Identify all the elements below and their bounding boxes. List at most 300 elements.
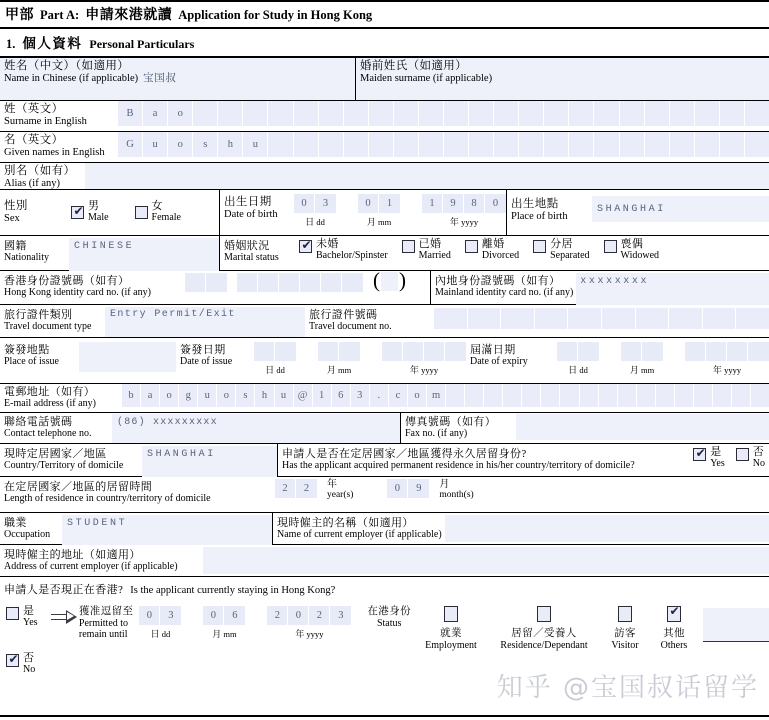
char-box[interactable]: o [168,101,193,126]
field-employer-name[interactable] [272,513,769,544]
date-box[interactable] [403,342,424,361]
email-label-zh: 電郵地址（如有） [4,386,96,398]
char-box[interactable] [713,384,732,407]
issue-month[interactable] [318,342,360,376]
char-box[interactable] [645,132,670,157]
char-box[interactable] [319,101,344,126]
date-box[interactable]: 3 [160,606,181,625]
char-box[interactable] [419,132,444,157]
permitted-remain-label [79,606,134,640]
char-box[interactable] [736,308,769,329]
char-box[interactable] [243,101,268,126]
char-box[interactable] [618,384,637,407]
date-box[interactable]: 9 [408,479,429,498]
permres-no-en: No [752,457,765,469]
char-box[interactable] [503,384,522,407]
field-marital-status [219,236,769,270]
checkbox-female[interactable] [135,206,148,219]
checkbox-in-hk-yes[interactable] [6,607,19,620]
char-box[interactable] [319,132,344,157]
char-box[interactable]: h [218,132,243,157]
char-box[interactable] [268,132,293,157]
section-number: 1. [6,37,16,51]
char-box[interactable]: c [389,384,408,407]
issue-month-cap-zh: 月 [326,365,336,375]
permitted-day[interactable] [139,606,181,640]
char-box[interactable]: @ [294,384,313,407]
char-box[interactable] [732,384,751,407]
hkid-label-zh: 香港身份證號碼（如有） [4,275,130,287]
domicile-label-en: Country/Territory of domicile [4,460,124,472]
travel-type-value: Entry Permit/Exit [110,309,236,320]
date-box[interactable]: 2 [309,606,330,625]
hkid-check-digit[interactable] [381,272,398,291]
char-box[interactable]: a [143,101,168,126]
char-box[interactable] [569,101,594,126]
status-employment-en: Employment [425,640,477,651]
row-email [0,384,769,413]
date-box[interactable]: 0 [294,194,315,213]
char-box[interactable] [519,132,544,157]
field-fax[interactable] [400,413,769,443]
given-names-input[interactable] [118,132,769,162]
date-box[interactable]: 2 [296,479,317,498]
expiry-year-cap-en: yyyy [724,365,742,375]
date-box[interactable] [642,342,663,361]
pob-label-en: Place of birth [511,210,568,222]
sex-option-male[interactable] [71,201,109,224]
date-box[interactable]: 0 [203,606,224,625]
char-box[interactable]: G [118,132,143,157]
checkbox-separated[interactable] [533,240,546,253]
date-box[interactable]: 0 [139,606,160,625]
char-box[interactable]: g [179,384,198,407]
sex-option-female[interactable] [135,201,181,224]
char-box[interactable] [544,101,569,126]
char-box[interactable] [218,101,243,126]
marital-separated-zh: 分居 [550,238,573,250]
row-domicile-permanent-residence [0,444,769,477]
field-date-of-issue [176,338,466,383]
char-box[interactable] [645,101,670,126]
date-box[interactable] [185,273,206,292]
travel-doc-no-input[interactable] [434,308,769,329]
dob-day-cap-zh: 日 [305,217,315,227]
char-box[interactable] [569,132,594,157]
status-option-employment[interactable] [419,606,483,651]
flow-arrow [51,606,79,629]
char-box[interactable] [193,101,218,126]
char-box[interactable]: u [275,384,294,407]
field-travel-doc-type[interactable] [0,305,305,337]
date-box[interactable] [318,342,339,361]
char-box[interactable] [484,384,503,407]
sex-label-zh: 性別 [4,200,28,213]
char-box[interactable] [695,101,720,126]
date-box[interactable]: 9 [443,194,464,213]
marital-option-widowed[interactable] [604,239,659,262]
currently-hk-question-en: Is the applicant currently staying in Hong Kong? [130,585,336,596]
hkid-label-en: Hong Kong identity card no. (if any) [4,287,151,299]
surname-english-label [0,101,118,131]
employer-address-input[interactable] [203,547,769,574]
alias-label-en: Alias (if any) [4,177,60,189]
date-box[interactable] [706,342,727,361]
date-box[interactable] [557,342,578,361]
surname-english-input[interactable] [118,101,769,131]
checkbox-status-employment[interactable] [444,606,458,622]
checkbox-status-others[interactable] [667,606,681,622]
date-box[interactable] [342,273,363,292]
sex-label-en: Sex [4,213,20,225]
date-box[interactable] [321,273,342,292]
permitted-year[interactable] [267,606,351,640]
char-box[interactable] [544,132,569,157]
field-occupation[interactable] [0,513,272,544]
char-box[interactable] [294,132,319,157]
status-option-others[interactable] [654,606,694,651]
char-box[interactable]: a [141,384,160,407]
char-box[interactable]: u [143,132,168,157]
permres-option-no[interactable] [736,447,765,470]
expiry-month[interactable] [621,342,663,376]
travel-no-label-zh: 旅行證件號碼 [309,309,378,321]
name-chinese-label-zh: 姓名（中文）（如適用） [4,60,130,72]
char-box[interactable] [670,132,695,157]
date-box[interactable] [621,342,642,361]
field-date-of-birth [219,190,506,235]
employer-name-label-en: Name of current employer (if applicable) [277,529,442,541]
status-others-input[interactable] [703,608,769,642]
domicile-label-zh: 現時定居國家／地區 [4,448,107,460]
field-domicile[interactable] [0,444,277,476]
date-box[interactable] [300,273,321,292]
domicile-value: SHANGHAI [147,449,216,460]
checkbox-status-visitor[interactable] [618,606,632,622]
checkbox-in-hk-no[interactable] [6,654,19,667]
expiry-year[interactable] [685,342,769,376]
marital-option-divorced[interactable] [465,239,519,262]
marital-option-married[interactable] [402,239,451,262]
place-issue-label-zh: 簽發地點 [4,344,50,356]
status-options [411,606,769,651]
date-box[interactable]: 0 [288,606,309,625]
issue-year[interactable] [382,342,466,376]
char-box[interactable]: o [408,384,427,407]
hkid-main-input[interactable] [237,273,363,292]
date-box[interactable] [237,273,258,292]
date-box[interactable]: 3 [315,194,336,213]
currently-hk-yes[interactable] [6,606,51,629]
surname-english-label-en: Surname in English [4,115,87,127]
sex-male-en: Male [88,212,109,224]
issue-day[interactable] [254,342,296,376]
field-maiden-surname[interactable] [355,58,769,100]
date-box[interactable] [445,342,466,361]
char-box[interactable] [620,101,645,126]
email-label-en: E-mail address (if any) [4,398,96,410]
permitted-label-en2: remain until [78,628,128,640]
char-box[interactable]: 1 [313,384,332,407]
dob-year[interactable] [422,194,506,228]
char-box[interactable] [599,384,618,407]
date-box[interactable] [382,342,403,361]
nationality-label-en: Nationality [4,252,49,264]
currently-hk-no[interactable] [6,653,51,676]
row-occupation-employer [0,513,769,545]
field-hk-id [0,267,430,304]
char-box[interactable] [434,308,468,329]
char-box[interactable] [720,132,745,157]
date-box[interactable] [578,342,599,361]
row-name-chinese [0,58,769,101]
char-box[interactable] [419,101,444,126]
in-hk-yes-zh: 是 [23,605,35,617]
checkbox-status-residence-dependant[interactable] [537,606,551,622]
char-box[interactable] [560,384,579,407]
length-residence-years-input[interactable] [275,479,317,498]
char-box[interactable]: u [198,384,217,407]
char-box[interactable]: u [243,132,268,157]
row-travel-document [0,305,769,338]
permitted-year-cap-en: yyyy [306,629,324,639]
dob-month[interactable] [358,194,400,228]
status-visitor-zh: 訪客 [614,628,636,639]
char-box[interactable] [394,132,419,157]
char-box[interactable] [268,101,293,126]
field-date-of-expiry [466,338,769,383]
date-issue-label-en: Date of issue [180,356,233,368]
char-box[interactable] [636,308,670,329]
given-names-label-zh: 名（英文） [4,134,64,146]
dob-day[interactable] [294,194,336,228]
arrow-right-icon [51,610,79,624]
date-box[interactable] [685,342,706,361]
permitted-year-cap-zh: 年 [295,629,305,639]
char-box[interactable] [720,101,745,126]
issue-year-cap-en: yyyy [421,365,439,375]
form-title-en: Application for Study in Hong Kong [178,8,373,22]
status-residence-en: Residence/Dependant [500,640,588,651]
marital-widowed-en: Widowed [620,249,660,261]
char-box[interactable] [494,132,519,157]
sex-male-zh: 男 [88,200,100,213]
marital-option-bachelor[interactable] [299,239,388,262]
email-input[interactable] [122,384,769,412]
row-given-names-english [0,132,769,163]
char-box[interactable] [568,308,602,329]
date-box[interactable]: 1 [379,194,400,213]
hkid-prefix-input[interactable] [185,273,227,292]
field-sex [0,190,219,235]
status-option-residence[interactable] [492,606,596,651]
field-place-of-issue[interactable] [0,338,176,383]
date-box[interactable] [748,342,769,361]
permres-option-yes[interactable] [693,447,725,470]
marital-bachelor-en: Bachelor/Spinster [316,249,388,261]
checkbox-permanent-residence-yes[interactable] [693,448,706,461]
char-box[interactable] [751,384,769,407]
char-box[interactable] [620,132,645,157]
expiry-day-cap-zh: 日 [568,365,578,375]
email-label [0,384,122,412]
char-box[interactable] [444,132,469,157]
char-box[interactable] [670,101,695,126]
char-box[interactable]: 6 [332,384,351,407]
char-box[interactable] [469,101,494,126]
mainlandid-value: xxxxxxxx [580,276,650,287]
date-box[interactable] [206,273,227,292]
in-hk-yes-en: Yes [23,616,38,628]
form-title-zh: 申請來港就讀 [85,8,173,23]
char-box[interactable] [656,384,675,407]
status-residence-zh: 居留／受養人 [511,628,577,639]
char-box[interactable] [369,132,394,157]
char-box[interactable] [446,384,465,407]
expiry-day[interactable] [557,342,599,376]
char-box[interactable] [602,308,636,329]
char-box[interactable] [675,384,694,407]
issue-day-cap-zh: 日 [265,365,275,375]
char-box[interactable]: h [255,384,274,407]
date-expiry-label-en: Date of expiry [470,356,528,368]
date-box[interactable] [254,342,275,361]
date-box[interactable] [339,342,360,361]
dob-month-cap-en: mm [377,217,392,227]
occupation-value: STUDENT [67,518,128,529]
char-box[interactable] [580,384,599,407]
date-box[interactable] [727,342,748,361]
char-box[interactable] [745,132,769,157]
date-box[interactable]: 8 [464,194,485,213]
marital-option-separated[interactable] [533,239,589,262]
employer-name-label-zh: 現時僱主的名稱（如適用） [277,517,414,529]
checkbox-permanent-residence-no[interactable] [736,448,749,461]
date-box[interactable] [424,342,445,361]
char-box[interactable] [594,132,619,157]
char-box[interactable]: o [217,384,236,407]
travel-no-label-en: Travel document no. [309,321,392,333]
dob-label-en: Date of birth [224,208,278,220]
length-residence-months-input[interactable] [387,479,429,498]
char-box[interactable]: m [427,384,446,407]
char-box[interactable] [344,132,369,157]
date-box[interactable]: 2 [267,606,288,625]
date-box[interactable]: 0 [485,194,506,213]
char-box[interactable] [369,101,394,126]
checkbox-married[interactable] [402,240,415,253]
date-box[interactable]: 1 [422,194,443,213]
char-box[interactable] [522,384,541,407]
char-box[interactable] [594,101,619,126]
char-box[interactable] [465,384,484,407]
char-box[interactable]: . [370,384,389,407]
char-box[interactable] [468,308,502,329]
length-residence-label-zh: 在定居國家／地區的居留時間 [4,481,153,493]
status-option-visitor[interactable] [605,606,645,651]
char-box[interactable] [394,101,419,126]
checkbox-widowed[interactable] [604,240,617,253]
char-box[interactable] [745,101,769,126]
field-permanent-residence [277,444,769,476]
hkid-paren-close: ) [399,267,406,292]
field-travel-doc-no[interactable] [305,305,769,337]
char-box[interactable] [494,101,519,126]
currently-hk-question-zh: 申請人是否現正在香港? [4,584,124,596]
field-place-of-birth[interactable] [506,190,769,235]
permres-question-en: Has the applicant acquired permanent residence in his/her country/territory of domicile? [282,460,635,472]
char-box[interactable] [535,308,569,329]
maiden-surname-label-zh: 婚前姓氏（如適用） [360,60,468,72]
row-hk-status [0,598,769,682]
issue-day-cap-en: dd [276,365,285,375]
char-box[interactable] [669,308,703,329]
checkbox-divorced[interactable] [465,240,478,253]
date-box[interactable]: 2 [275,479,296,498]
char-box[interactable]: B [118,101,143,126]
char-box[interactable]: o [160,384,179,407]
char-box[interactable] [519,101,544,126]
form-header [0,0,769,29]
section-personal-particulars [0,29,769,58]
length-years-zh: 年 [327,479,338,490]
field-nationality[interactable] [0,236,219,270]
nationality-label-zh: 國籍 [4,240,27,252]
char-box[interactable]: s [236,384,255,407]
char-box[interactable] [695,132,720,157]
field-name-chinese[interactable] [0,58,355,100]
char-box[interactable] [501,308,535,329]
char-box[interactable] [469,132,494,157]
checkbox-bachelor-spinster[interactable] [299,240,312,253]
permitted-month[interactable] [203,606,245,640]
char-box[interactable] [541,384,560,407]
alias-input[interactable] [85,163,769,189]
date-box[interactable] [279,273,300,292]
date-box[interactable]: 3 [330,606,351,625]
char-box[interactable]: b [122,384,141,407]
char-box[interactable] [637,384,656,407]
date-box[interactable]: 0 [387,479,408,498]
char-box[interactable] [444,101,469,126]
char-box[interactable]: s [193,132,218,157]
checkbox-male[interactable] [71,206,84,219]
date-box[interactable]: 6 [224,606,245,625]
date-box[interactable]: 0 [358,194,379,213]
row-identity-cards [0,267,769,305]
char-box[interactable] [694,384,713,407]
field-telephone[interactable] [0,413,400,443]
char-box[interactable] [703,308,737,329]
char-box[interactable]: 3 [351,384,370,407]
field-mainland-id[interactable] [430,271,769,304]
row-surname-english [0,101,769,132]
marital-divorced-zh: 離婚 [481,238,505,250]
char-box[interactable]: o [168,132,193,157]
date-box[interactable] [275,342,296,361]
dob-label-zh: 出生日期 [224,196,272,208]
date-box[interactable] [258,273,279,292]
marital-bachelor-zh: 未婚 [316,238,339,250]
char-box[interactable] [294,101,319,126]
length-residence-label-en: Length of residence in country/territory of domicile [4,493,211,505]
char-box[interactable] [344,101,369,126]
marital-separated-en: Separated [550,249,590,261]
marital-married-en: Married [418,249,451,261]
length-months-en: month(s) [439,490,474,501]
bottom-rule [0,715,769,717]
permitted-month-cap-zh: 月 [212,629,222,639]
